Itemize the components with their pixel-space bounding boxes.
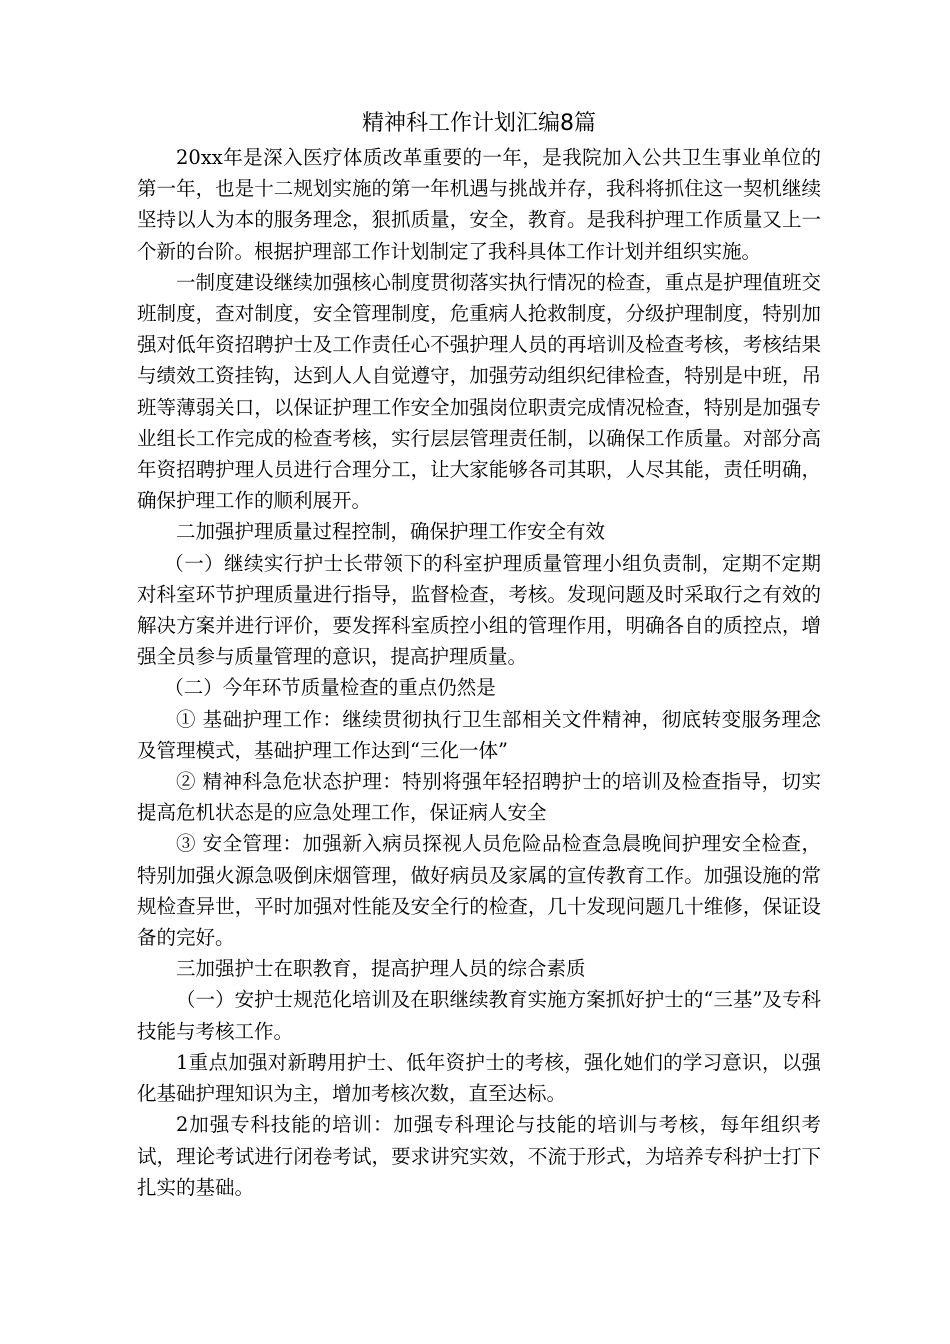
paragraph-section-2-heading: 二加强护理质量过程控制，确保护理工作安全有效 [176,520,606,544]
paragraph-point-2: ② 精神科急危状态护理：特别将强年轻招聘护士的培训及检查指导，切实提高危机状态是的应急处理工作，保证病人安全 [137,770,821,825]
paragraph-section-3-heading: 三加强护士在职教育，提高护理人员的综合素质 [176,957,586,981]
paragraph-section-1: 一制度建设继续加强核心制度贯彻落实执行情况的检查，重点是护理值班交班制度，查对制度，安全管理制度，危重病人抢救制度，分级护理制度，特别加强对低年资招聘护士及工作责任心不强护理人员的再培训及检查考核，考核结果与绩效工资挂钩，达到人人自觉遵守，加强劳动组织纪律检查，特别是中班，吊班等薄弱关口，以保证护理工作安全加强岗位职责完成情况检查，特别是加强专业组长工作完成的检查考核，实行层层管理责任制，以确保工作质量。对部分高年资招聘护理人员进行合理分工，让大家能够各司其职，人尽其能，责任明确，确保护理工作的顺利展开。 [137,270,821,513]
paragraph-point-1: ① 基础护理工作：继续贯彻执行卫生部相关文件精神，彻底转变服务理念及管理模式，基础护理工作达到“三化一体” [137,707,821,762]
paragraph-section-2-item-1: （一）继续实行护士长带领下的科室护理质量管理小组负责制，定期不定期对科室环节护理质量进行指导，监督检查，考核。发现问题及时采取行之有效的解决方案并进行评价，要发挥科室质控小组的管理作用，明确各自的质控点，增强全员参与质量管理的意识，提高护理质量。 [137,551,821,669]
document-title: 精神科工作计划汇编8篇 [362,111,596,136]
paragraph-section-2-item-2: （二）今年环节质量检查的重点仍然是 [164,676,496,700]
document-page [137,108,821,1203]
paragraph-numbered-2: 2加强专科技能的培训：加强专科理论与技能的培训与考核，每年组织考试，理论考试进行闭卷考试，要求讲究实效，不流于形式，为培养专科护士打下扎实的基础。 [137,1113,821,1199]
paragraph-section-3-item-1: （一）安护士规范化培训及在职继续教育实施方案抓好护士的“三基”及专科技能与考核工作。 [137,988,821,1043]
paragraph-numbered-1: 1重点加强对新聘用护士、低年资护士的考核，强化她们的学习意识，以强化基础护理知识为主，增加考核次数，直至达标。 [137,1050,821,1106]
paragraph-intro: 20xx年是深入医疗体质改革重要的一年，是我院加入公共卫生事业单位的第一年，也是十二规划实施的第一年机遇与挑战并存，我科将抓住这一契机继续坚持以人为本的服务理念，狠抓质量，安全，教育。是我科护理工作质量又上一个新的台阶。根据护理部工作计划制定了我科具体工作计划并组织实施。 [137,146,821,263]
paragraph-point-3: ③ 安全管理：加强新入病员探视人员危险品检查急晨晚间护理安全检查，特别加强火源急吸倒床烟管理，做好病员及家属的宣传教育工作。加强设施的常规检查异世，平时加强对性能及安全行的检查，几十发现问题几十维修，保证设备的完好。 [137,832,821,950]
